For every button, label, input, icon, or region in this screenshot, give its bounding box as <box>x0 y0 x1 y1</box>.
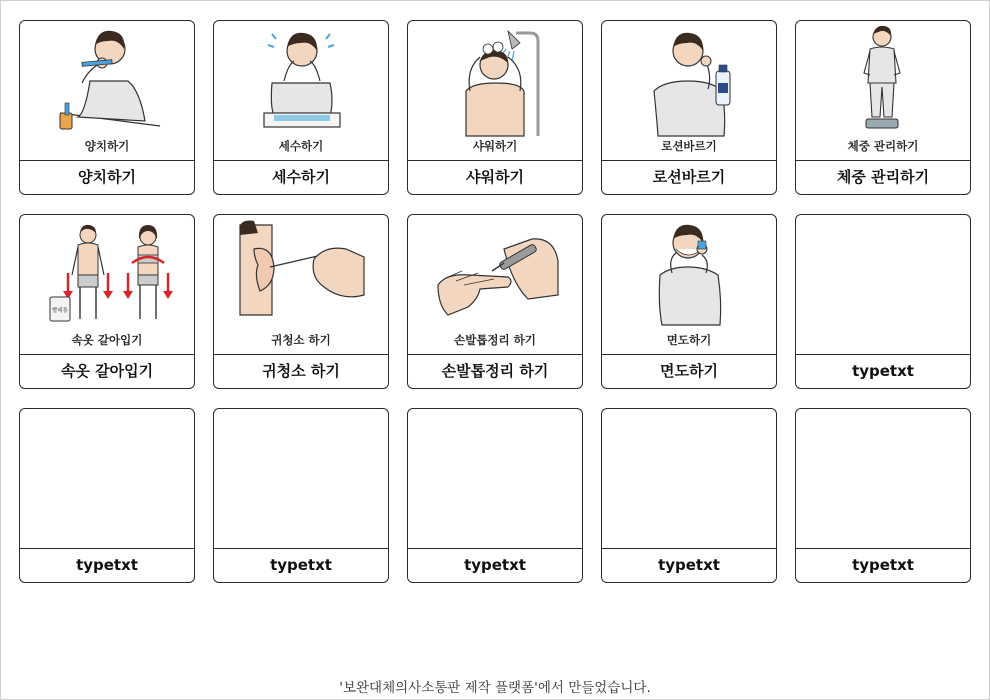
card-label: 세수하기 <box>214 160 388 194</box>
card-empty-slot[interactable] <box>795 408 971 583</box>
card-label: 샤워하기 <box>408 160 582 194</box>
card-caption: 손발톱정리 하기 <box>454 333 536 347</box>
footer-credit: '보완대체의사소통판 제작 플랫폼'에서 만들었습니다. <box>339 680 651 696</box>
card-label: 로션바르기 <box>602 160 776 194</box>
card-showering[interactable] <box>407 20 583 195</box>
card-caption: 양치하기 <box>84 139 130 153</box>
card-label: typetxt <box>20 548 194 582</box>
card-washing-face[interactable] <box>213 20 389 195</box>
card-label: typetxt <box>796 354 970 388</box>
card-changing-underwear[interactable] <box>19 214 195 389</box>
card-label: typetxt <box>408 548 582 582</box>
card-label: 손발톱정리 하기 <box>408 354 582 388</box>
card-empty-slot[interactable] <box>213 408 389 583</box>
card-brushing-teeth[interactable] <box>19 20 195 195</box>
card-shaving[interactable] <box>601 214 777 389</box>
card-empty-slot[interactable] <box>19 408 195 583</box>
card-caption: 귀청소 하기 <box>271 333 331 347</box>
card-label: 귀청소 하기 <box>214 354 388 388</box>
card-caption: 로션바르기 <box>661 139 717 153</box>
card-label: 양치하기 <box>20 160 194 194</box>
card-label: typetxt <box>796 548 970 582</box>
card-applying-lotion[interactable] <box>601 20 777 195</box>
card-label: 면도하기 <box>602 354 776 388</box>
card-cleaning-ear[interactable] <box>213 214 389 389</box>
card-caption: 세수하기 <box>278 139 324 153</box>
card-caption: 속옷 갈아입기 <box>71 333 143 347</box>
card-caption: 샤워하기 <box>472 139 518 153</box>
card-label: typetxt <box>214 548 388 582</box>
card-label: 속옷 갈아입기 <box>20 354 194 388</box>
card-trimming-nails[interactable] <box>407 214 583 389</box>
card-empty-slot[interactable] <box>601 408 777 583</box>
card-label: typetxt <box>602 548 776 582</box>
card-caption: 체중 관리하기 <box>847 139 919 153</box>
card-empty-slot[interactable] <box>407 408 583 583</box>
card-weighing-scale[interactable] <box>795 20 971 195</box>
laundry-jar-text: 빨래통 <box>52 308 68 314</box>
card-label: 체중 관리하기 <box>796 160 970 194</box>
card-empty-slot[interactable] <box>795 214 971 389</box>
card-caption: 면도하기 <box>666 333 712 347</box>
